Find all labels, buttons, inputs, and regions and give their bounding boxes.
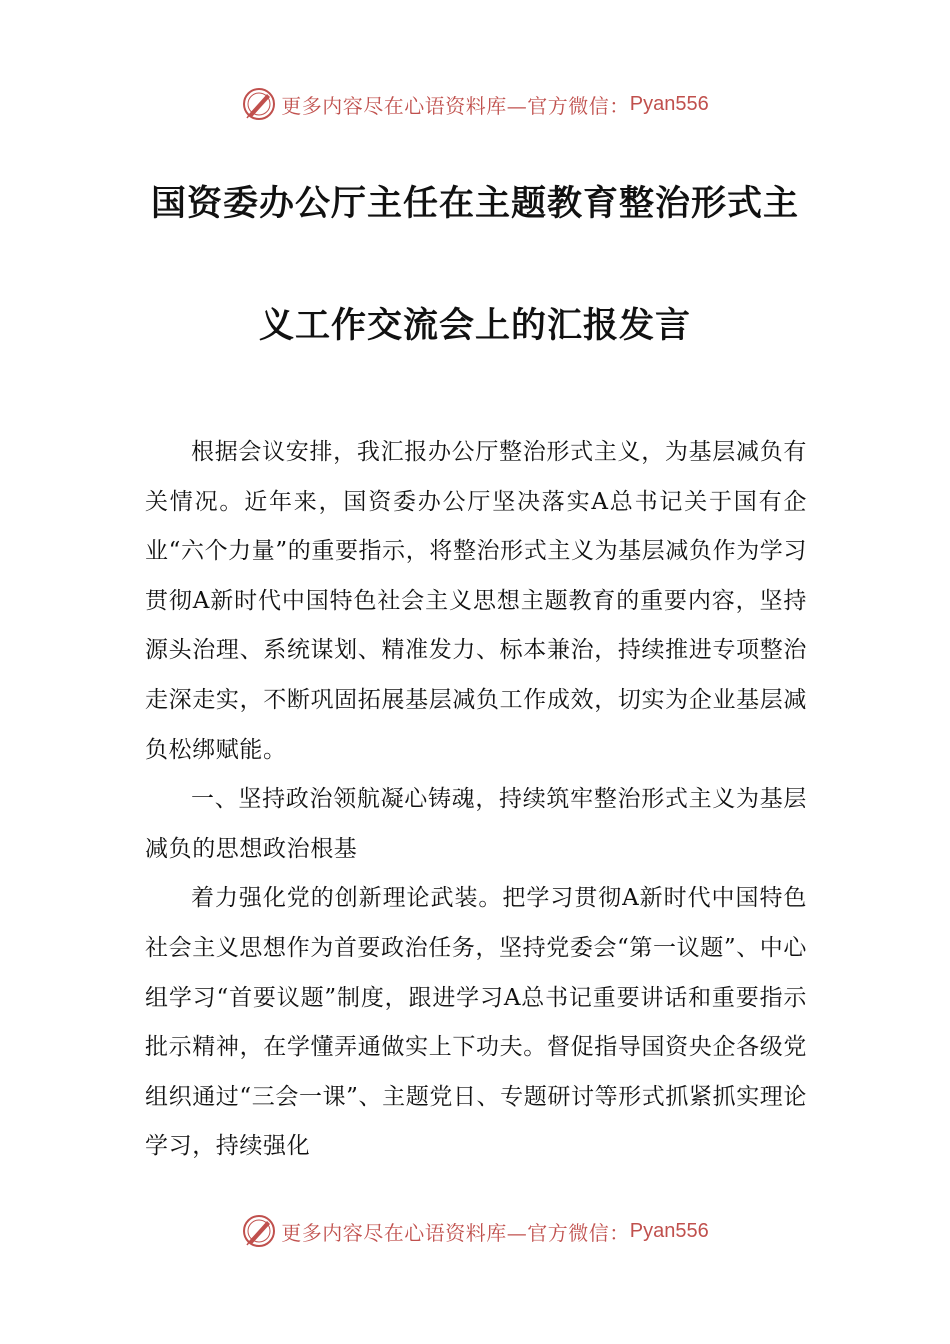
pen-logo-icon — [241, 1213, 277, 1249]
wechat-id: Pyan556 — [629, 92, 709, 115]
paragraph: 根据会议安排，我汇报办公厅整治形式主义，为基层减负有关情况。近年来，国资委办公厅坚决落实A总书记关于国有企业“六个力量”的重要指示，将整治形式主义为基层减负作为学习贯彻A新时代中国特色社会主义思想主题教育的重要内容，坚持源头治理、系统谋划、精准发力、标本兼治，持续推进专项整治走深走实，不断巩固拓展基层减负工作成效，切实为企业基层减负松绑赋能。 — [145, 439, 807, 763]
wechat-id: Pyan556 — [629, 1219, 709, 1242]
watermark-text: 更多内容尽在心语资料库—官方微信： — [281, 1220, 630, 1245]
watermark-banner-bottom — [0, 1211, 950, 1251]
paragraph: 着力强化党的创新理论武装。把学习贯彻A新时代中国特色社会主义思想作为首要政治任务，坚持党委会“第一议题”、中心组学习“首要议题”制度，跟进学习A总书记重要讲话和重要指示批示精神，在学懂弄通做实上下功夫。督促指导国资央企各级党组织通过“三会一课”、主题党日、专题研讨等形式抓紧抓实理论学习，持续强化 — [145, 885, 807, 1160]
document-title-line-2: 义工作交流会上的汇报发言 — [258, 306, 691, 346]
watermark-banner-top — [0, 84, 950, 124]
document-title-line-1: 国资委办公厅主任在主题教育整治形式主 — [150, 184, 799, 224]
watermark-text: 更多内容尽在心语资料库—官方微信： — [281, 93, 630, 118]
section-heading: 一、坚持政治领航凝心铸魂，持续筑牢整治形式主义为基层减负的思想政治根基 — [145, 786, 807, 862]
pen-logo-icon — [241, 86, 277, 122]
document-body — [145, 428, 807, 1172]
